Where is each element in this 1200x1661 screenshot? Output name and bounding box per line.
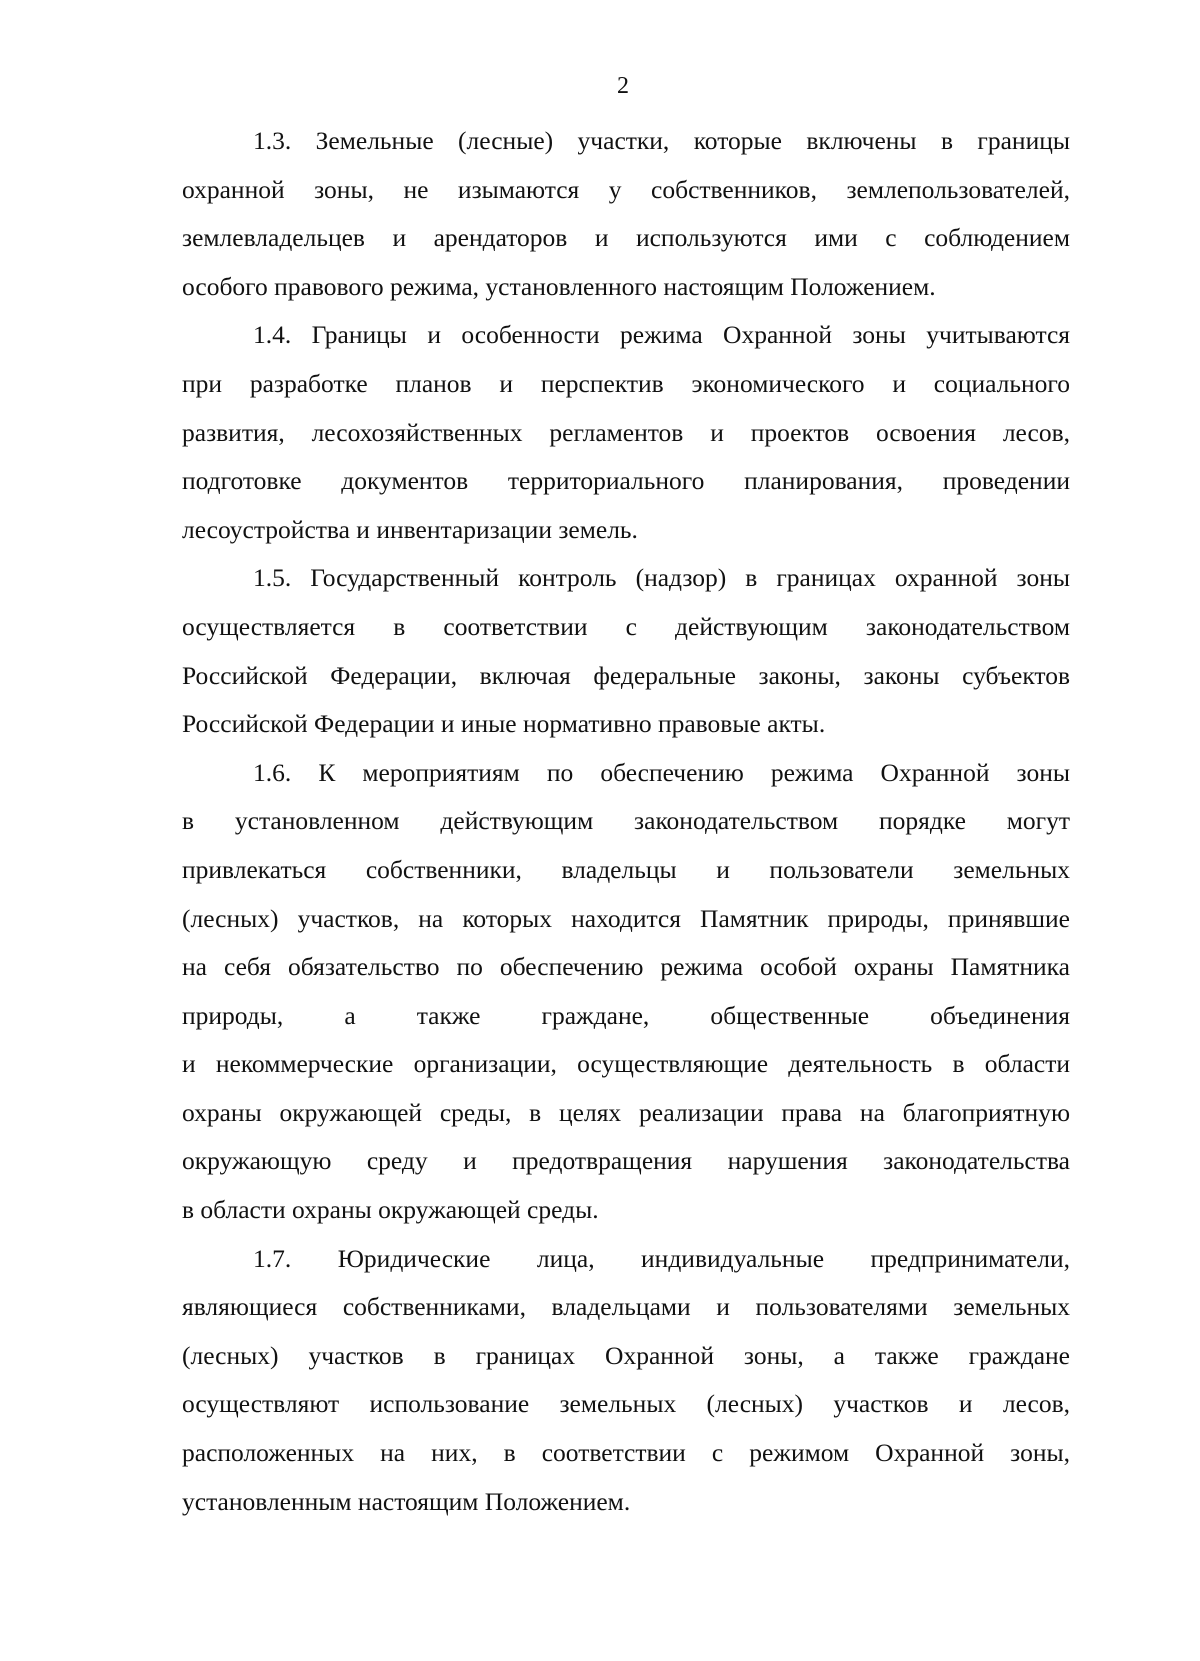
paragraph-1-7: [182, 1235, 1070, 1527]
text-line: в установленном действующим законодательством порядке могут: [182, 806, 1070, 836]
paragraph-1-4: [182, 311, 1070, 554]
text-line: установленным настоящим Положением.: [182, 1486, 631, 1516]
text-line: (лесных) участков в границах Охранной зоны, а также граждане: [182, 1340, 1070, 1370]
text-line: развития, лесохозяйственных регламентов и проектов освоения лесов,: [182, 417, 1070, 447]
text-line: подготовке документов территориального планирования, проведении: [182, 466, 1070, 496]
text-line: 1.5. Государственный контроль (надзор) в границах охранной зоны: [253, 563, 1070, 593]
text-line: Российской Федерации и иные нормативно правовые акты.: [182, 709, 826, 739]
text-line: расположенных на них, в соответствии с режимом Охранной зоны,: [182, 1438, 1070, 1468]
text-line: осуществляется в соответствии с действующим законодательством: [182, 611, 1070, 641]
page-number: 2: [617, 73, 629, 99]
text-line: лесоустройства и инвентаризации земель.: [182, 514, 638, 544]
text-line: являющиеся собственниками, владельцами и пользователями земельных: [182, 1292, 1070, 1322]
text-line: Российской Федерации, включая федеральные законы, законы субъектов: [182, 660, 1070, 690]
text-line: на себя обязательство по обеспечению режима особой охраны Памятника: [182, 952, 1070, 982]
text-line: особого правового режима, установленного настоящим Положением.: [182, 271, 936, 301]
text-line: при разработке планов и перспектив экономического и социального: [182, 368, 1070, 398]
text-line: (лесных) участков, на которых находится Памятник природы, принявшие: [182, 903, 1070, 933]
text-line: осуществляют использование земельных (лесных) участков и лесов,: [182, 1389, 1070, 1419]
text-line: землевладельцев и арендаторов и используются ими с соблюдением: [182, 223, 1070, 253]
text-line: природы, а также граждане, общественные объединения: [182, 1000, 1070, 1030]
text-line: 1.3. Земельные (лесные) участки, которые включены в границы: [253, 126, 1070, 155]
text-line: 1.4. Границы и особенности режима Охранной зоны учитываются: [253, 320, 1070, 350]
paragraph-1-3: [182, 117, 1070, 311]
document-body: [182, 117, 1070, 1526]
text-line: в области охраны окружающей среды.: [182, 1195, 599, 1225]
text-line: охранной зоны, не изымаются у собственников, землепользователей,: [182, 174, 1070, 204]
text-line: окружающую среду и предотвращения нарушения законодательства: [182, 1146, 1070, 1176]
paragraph-1-5: [182, 554, 1070, 748]
text-line: и некоммерческие организации, осуществляющие деятельность в области: [182, 1049, 1070, 1079]
text-line: 1.7. Юридические лица, индивидуальные предприниматели,: [253, 1243, 1070, 1273]
text-line: охраны окружающей среды, в целях реализации права на благоприятную: [182, 1097, 1070, 1127]
text-line: 1.6. К мероприятиям по обеспечению режима Охранной зоны: [253, 757, 1070, 787]
text-line: привлекаться собственники, владельцы и пользователи земельных: [182, 854, 1070, 884]
paragraph-1-6: [182, 749, 1070, 1235]
